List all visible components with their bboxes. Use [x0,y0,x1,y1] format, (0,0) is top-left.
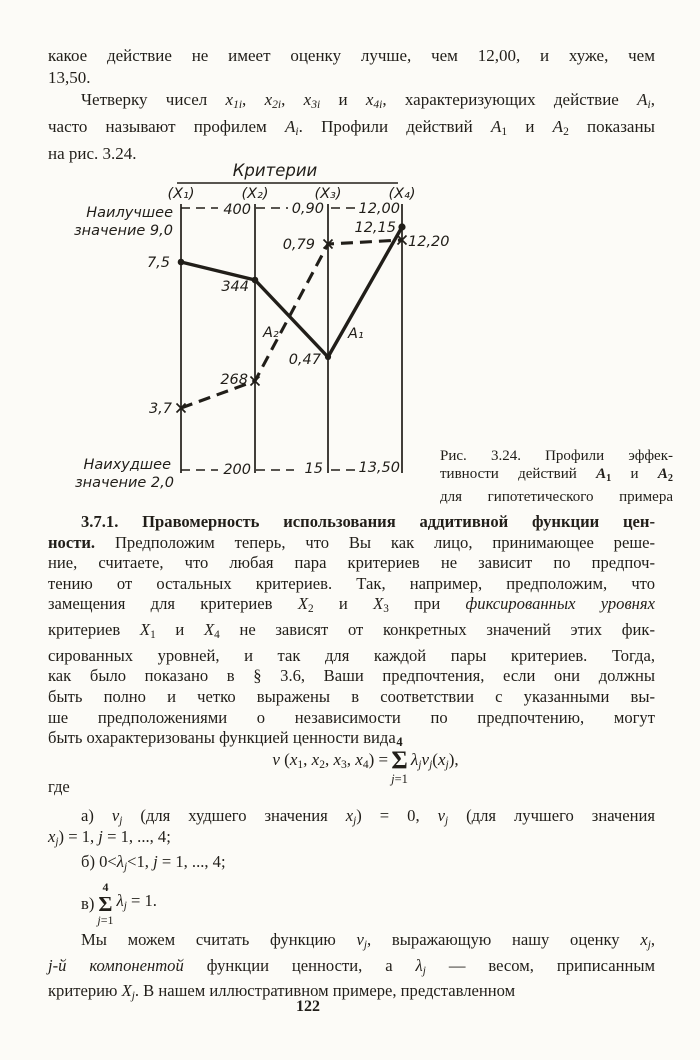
text-segment: x [355,750,363,770]
axis-x3-label: (X₃) [314,186,342,202]
condition-v-line [48,882,688,926]
text-segment: 1i [233,97,243,111]
condition-a-line2 [48,827,655,853]
text-segment: показаны [568,116,655,136]
formula-rhs [411,750,459,771]
text-line [48,533,655,554]
caption-line [440,447,673,465]
text-segment: x [225,89,234,109]
figure-svg [60,160,460,505]
best-x4-value: 12,00 [358,201,400,217]
text-segment: x [48,827,56,846]
a1-x2-value: 344 [221,279,249,295]
text-segment: 4 [214,629,220,642]
text-segment: б) 0< [81,852,117,871]
text-segment: j [98,827,103,846]
caption-line [440,488,673,506]
text-segment: — весом, приписанным [425,955,656,975]
text-line [48,45,655,67]
text-segment: =1 [100,913,114,928]
paragraph-block-top [48,45,655,164]
text-segment: 3 [383,603,389,616]
text-segment: = 1, ..., 4; [102,827,171,846]
text-line [48,776,655,797]
text-segment: быть охарактеризованы функцией ценности вида [48,728,396,748]
text-segment: тивности действий [440,466,597,483]
text-segment: а) [81,806,112,825]
text-segment: v [437,806,445,825]
text-segment: <1, [127,852,154,871]
worst-value-label-line1: Наихудшее [83,457,171,473]
sum-operator [97,881,113,927]
text-segment: v [421,750,430,770]
text-segment: j [647,939,651,952]
text-segment: x [303,89,312,109]
text-segment: и [611,466,658,483]
sigma-symbol [391,749,407,773]
text-segment: j [429,758,433,772]
text-segment: j [119,815,123,828]
text-segment: ) = 0, [356,806,438,825]
text-segment: 4 [102,880,109,895]
text-segment: x [365,89,374,109]
text-segment: j [391,771,395,786]
text-segment: i [647,97,651,111]
text-segment: ) = 1, [58,827,99,846]
text-segment: 3i [311,97,321,111]
figure-3-24 [60,160,460,505]
formula-lhs [272,750,388,771]
paragraph-block-final [48,930,655,1007]
text-segment: А [657,466,668,483]
condition-v-prefix [81,894,94,915]
text-segment: j-й компонентой [48,955,184,975]
a1-x1-value: 7,5 [146,255,170,271]
best-value-label-line2: значение 9,0 [73,223,173,239]
series-a1-label: A₁ [348,326,364,342]
text-segment: 2 [563,124,569,138]
text-segment: j [445,758,449,772]
text-segment: Четверку чисел [81,89,226,109]
sigma-symbol [98,891,113,916]
best-value-label-line1: Наилучшее [86,205,173,221]
text-segment: 1 [501,124,508,138]
text-segment: 4 [396,735,403,749]
text-segment: где [48,777,70,796]
text-segment: ше предположениями о независимости по предпочтению, могут [48,707,655,727]
text-segment: (для лучшего значения [448,806,656,825]
text-segment: сированных уровней, и так для каждой пары критериев. Тогда, [48,645,655,665]
text-segment: j [353,815,357,828]
text-segment: v [272,750,280,770]
a2-x4-value: 12,20 [408,234,450,250]
page-number: 122 [296,998,320,1015]
text-segment: X [139,620,151,640]
text-segment: (для худшего значения [122,806,346,825]
text-segment: A [490,116,502,136]
text-segment: A [637,89,648,109]
text-segment: быть полно и четко выражены в соответствии с указанными вы- [48,687,655,707]
text-line [48,930,655,956]
text-segment: функции ценности, а [183,955,416,975]
text-segment: ности. [48,532,96,552]
text-line [48,67,655,89]
text-segment: 1 [297,758,304,772]
text-segment: j [97,913,101,928]
text-segment: 13,50. [48,67,91,87]
text-segment: λ [116,852,124,871]
text-segment: j [418,758,422,772]
text-segment: x [311,750,320,770]
text-line [48,981,655,1007]
text-segment: при [388,594,466,614]
text-segment: i [295,124,299,138]
text-segment: j [153,852,158,871]
text-segment: замещения для критериев [48,594,298,614]
worst-x3-value: 15 [304,461,323,477]
text-segment: для гипотетического примера [440,489,673,506]
text-segment: A [285,116,296,136]
text-segment: Σ [391,747,408,775]
text-segment: x [333,750,342,770]
text-segment: как было показано в § 3.6, Ваши предпочтения, если они должны [48,666,655,686]
text-segment: = 1. [126,891,157,911]
sum-lower-limit [97,914,113,927]
text-line [48,89,655,116]
text-segment: λ [410,750,419,770]
text-segment: j [422,964,426,977]
text-segment: Мы можем считать функцию [81,930,357,949]
text-segment: , выражающую нашу оценку [367,930,641,949]
axis-x4-label: (X₄) [388,186,416,202]
text-segment: ) = [368,750,389,770]
a2-x2-value: 268 [220,372,248,388]
text-segment: X [297,594,308,614]
figure-title: Критерии [232,161,318,180]
a1-x3-value: 0,47 [288,352,321,368]
text-segment: фиксированных уровнях [465,594,655,614]
text-segment: j [131,990,135,1003]
text-segment: , [346,750,356,770]
series-a2-label: A₂ [263,325,279,341]
text-segment: и [507,116,553,136]
text-segment: j [55,836,59,849]
text-line [48,708,655,729]
text-segment: не зависят от конкретных значений этих фик- [219,620,655,640]
text-segment: 1 [150,629,156,642]
text-line [48,646,655,667]
worst-x4-value: 13,50 [358,460,400,476]
text-segment: и [320,89,366,109]
text-segment: =1 [394,771,408,786]
a1-x4-value: 12,15 [354,220,396,236]
text-segment: ние, считаете, что любая пара критериев не зависит по предпоч- [48,553,655,573]
text-segment: x [640,930,648,949]
text-segment: x [264,89,273,109]
text-segment: критерию [48,981,122,1001]
axis-x2-label: (X₂) [241,186,269,202]
text-segment: , [242,89,265,109]
text-segment: 2 [319,758,325,772]
text-segment: 3.7.1. Правомерность использования аддитивной функции цен- [81,512,655,531]
best-x2-value: 400 [223,202,251,218]
text-segment: , [650,930,655,949]
text-segment: Предположим теперь, что Вы как лицо, принимающее реше- [95,532,655,552]
text-segment: 1 [606,472,612,484]
text-segment: Σ [98,891,113,916]
text-segment: v [111,806,120,825]
text-segment: А [596,466,607,483]
text-line [48,956,655,982]
text-segment: x [289,750,298,770]
a2-x3-value: 0,79 [282,237,315,253]
text-segment: в) [81,893,95,913]
text-segment: 4i [373,97,383,111]
text-segment: Рис. 3.24. Профили эффек- [440,448,673,464]
text-segment: и [313,594,374,614]
section-3-7-1-block [48,512,655,749]
worst-x2-value: 200 [223,462,251,478]
worst-value-label-line2: значение 2,0 [74,475,174,491]
condition-b-line [48,852,655,878]
text-segment: 3 [341,758,347,772]
text-segment: 2 [307,603,314,616]
profile-a2-line [181,240,402,408]
text-segment: . В нашем иллюстративном примере, представленном [134,981,516,1001]
where-line [48,776,655,797]
text-segment: , [650,89,655,109]
text-segment: 2 [667,472,673,484]
text-segment: j [444,815,449,828]
text-segment: v [356,930,364,949]
text-segment: на рис. 3.24. [48,143,137,163]
text-segment: j [363,939,368,952]
text-segment: 2i [272,97,282,111]
text-segment: X [203,620,215,640]
text-segment: = 1, ..., 4; [157,852,226,871]
figure-caption [440,447,673,506]
text-segment: j [123,861,128,874]
text-line [48,116,655,143]
text-segment: и [155,620,204,640]
text-segment: X [373,594,384,614]
text-segment: часто называют профилем [48,116,286,136]
text-segment: X [121,981,132,1001]
text-segment: ), [448,750,459,770]
a2-x1-value: 3,7 [148,401,172,417]
profile-a2-x-markers [177,236,407,413]
text-segment: какое действие не имеет оценку лучше, чем 12,00, и хуже, чем [48,46,655,65]
text-segment: , [303,750,312,770]
text-segment: A [552,116,564,136]
text-segment: критериев [48,620,140,640]
text-line [48,620,655,646]
text-segment: x [345,806,354,825]
best-x3-value: 0,90 [291,201,324,217]
text-segment: ( [432,750,438,770]
text-segment: , [281,89,304,109]
caption-line [440,465,673,488]
text-segment: j [123,900,127,913]
condition-v-suffix [117,891,157,917]
text-line [48,574,655,595]
text-segment: ( [279,750,290,770]
section-heading-line [48,512,655,533]
text-segment: 4 [362,758,369,772]
text-segment: , [324,750,334,770]
text-line [48,594,655,620]
text-segment: λ [415,955,423,975]
text-segment: λ [116,891,124,911]
text-line [48,553,655,574]
axis-x1-label: (X₁) [167,186,195,202]
text-segment: , характеризующих действие [382,89,638,109]
text-segment: тению от остальных критериев. Так, например, предположим, что [48,573,655,593]
text-segment: x [437,750,446,770]
text-line [48,687,655,708]
text-line [48,666,655,687]
text-segment: . Профили действий [298,116,491,136]
